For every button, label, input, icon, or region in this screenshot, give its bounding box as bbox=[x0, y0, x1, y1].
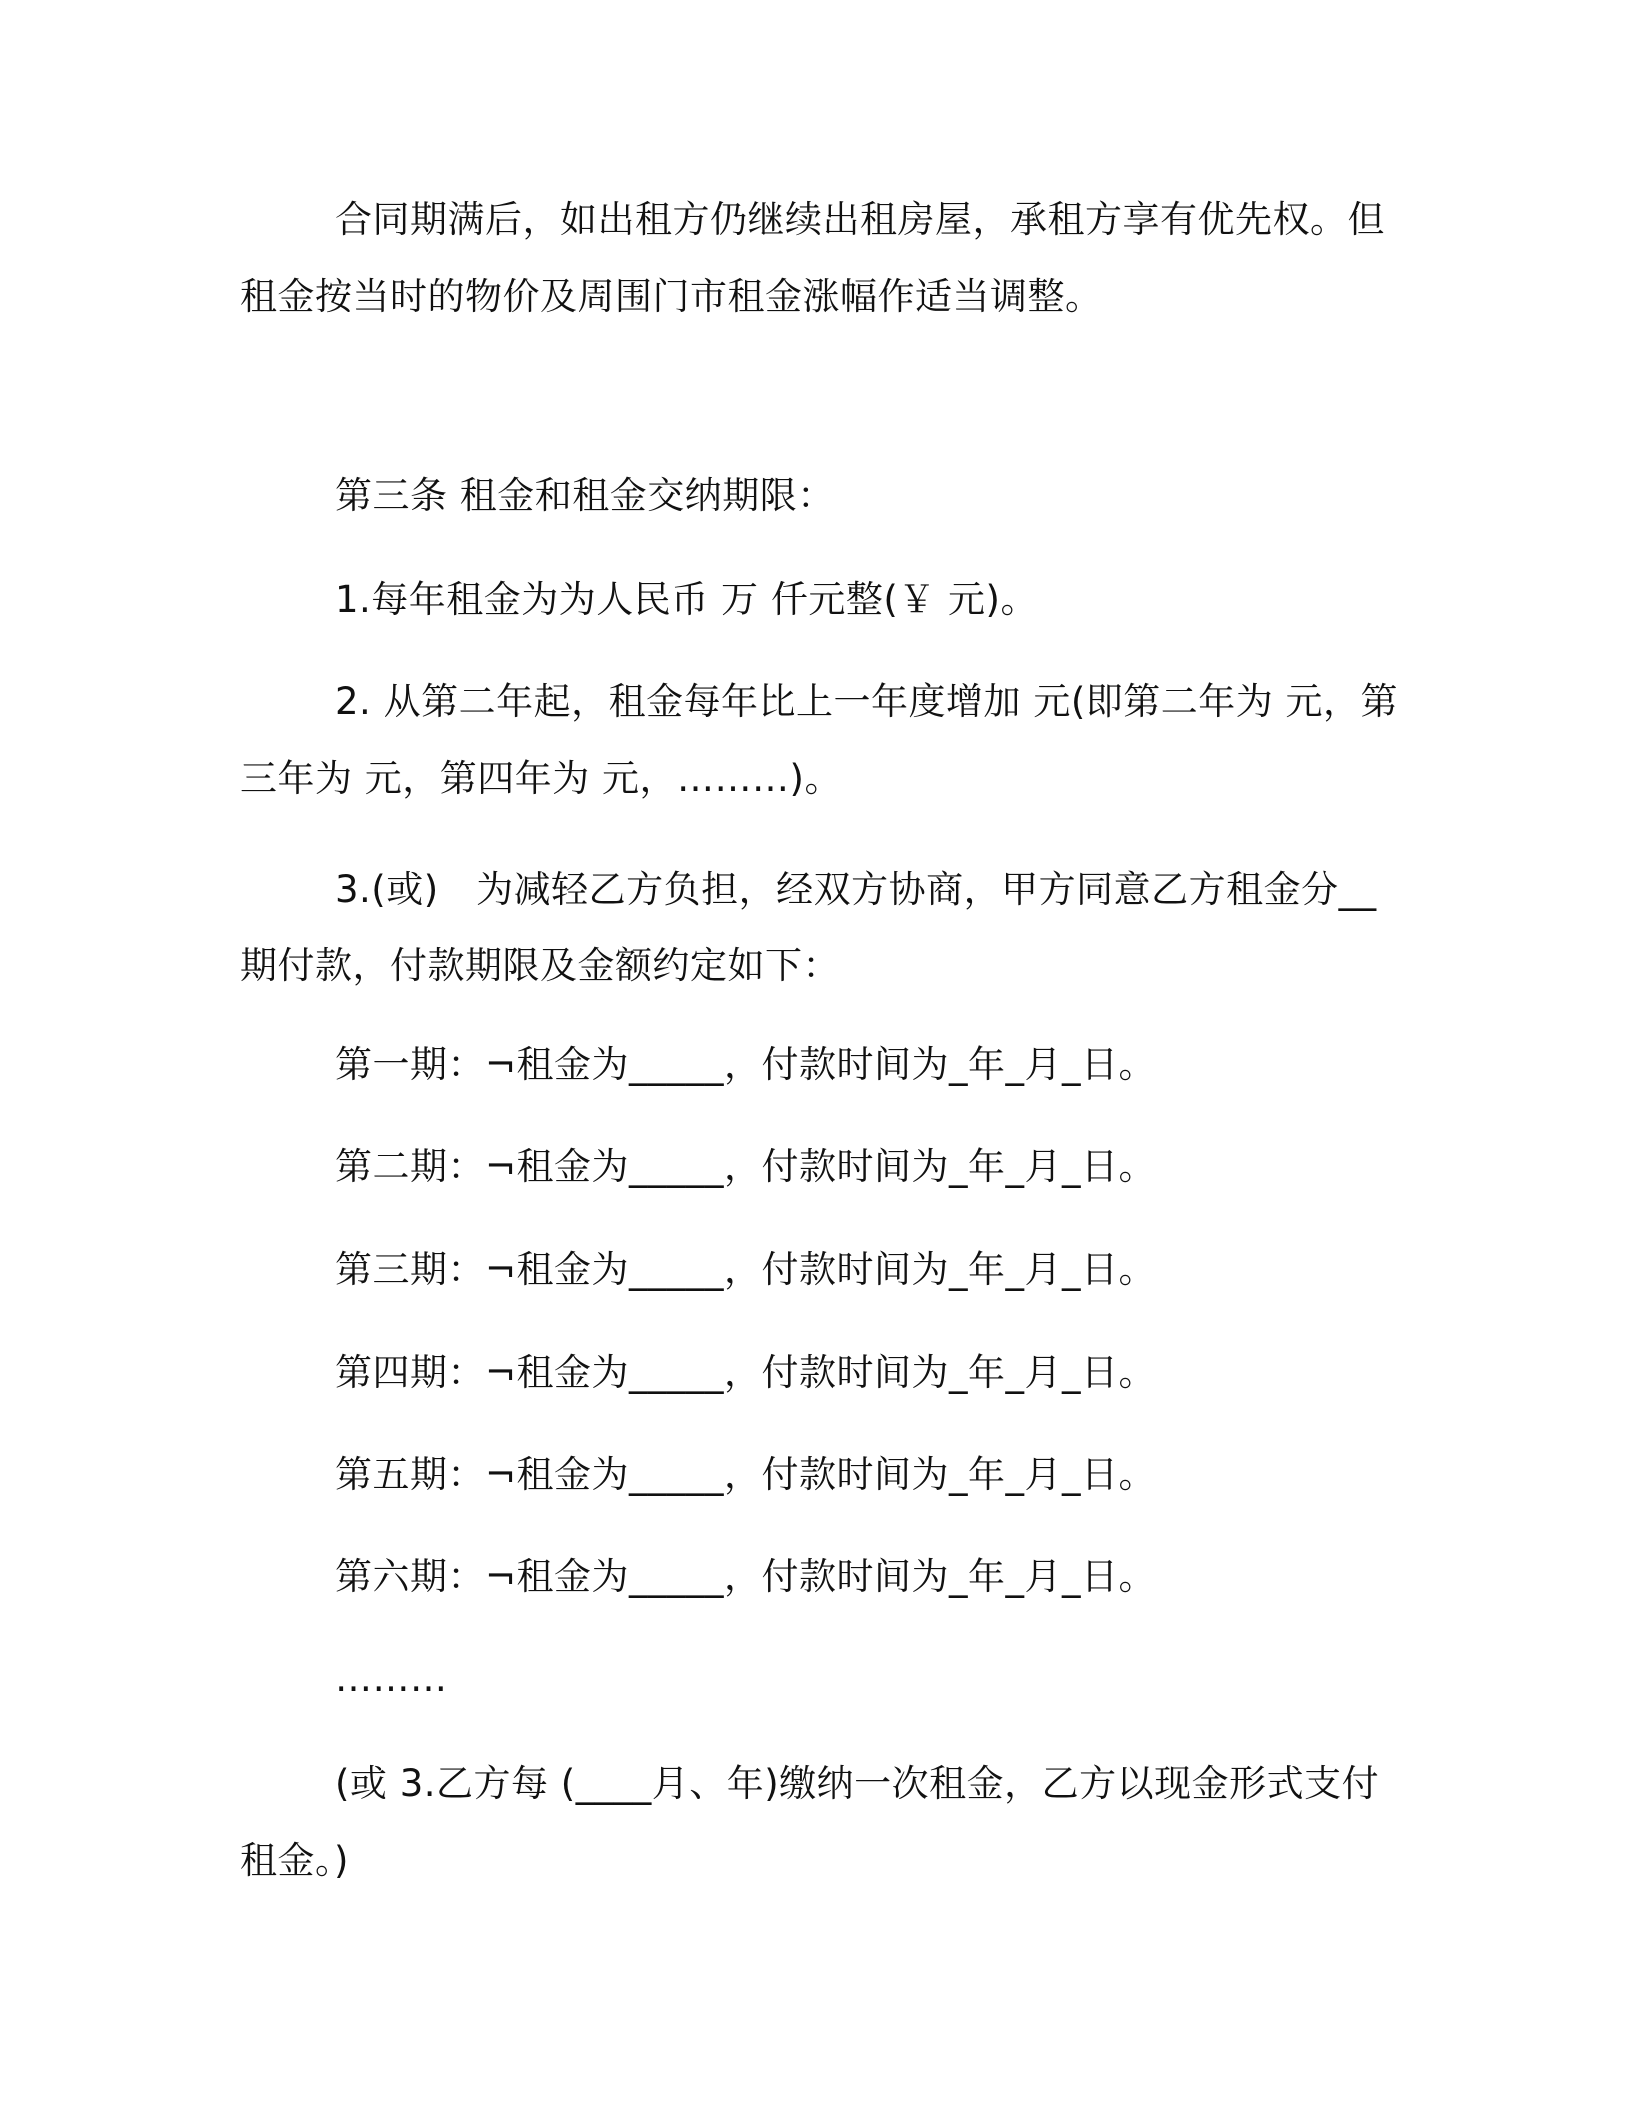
clause-1-line: 1.每年租金为为人民币 万 仟元整(￥ 元)。 bbox=[335, 578, 1038, 621]
installment-5: 第五期：¬租金为_____，付款时间为_年_月_日。 bbox=[335, 1453, 1157, 1496]
installment-3: 第三期：¬租金为_____，付款时间为_年_月_日。 bbox=[335, 1248, 1157, 1291]
clause-2-line-1: 2. 从第二年起，租金每年比上一年度增加 元(即第二年为 元，第 bbox=[335, 680, 1399, 723]
clause-3-line-2: 期付款，付款期限及金额约定如下： bbox=[240, 944, 840, 987]
installment-1: 第一期：¬租金为_____，付款时间为_年_月_日。 bbox=[335, 1043, 1157, 1086]
alternative-clause-line-2: 租金。) bbox=[240, 1839, 349, 1882]
alternative-clause-line-1: (或 3.乙方每 (____月、年)缴纳一次租金，乙方以现金形式支付 bbox=[335, 1762, 1380, 1805]
article-three-heading: 第三条 租金和租金交纳期限： bbox=[335, 474, 835, 517]
installment-2: 第二期：¬租金为_____，付款时间为_年_月_日。 bbox=[335, 1145, 1157, 1188]
clause-2-line-2: 三年为 元，第四年为 元，………)。 bbox=[240, 757, 842, 800]
paragraph-renewal-line-1: 合同期满后，如出租方仍继续出租房屋，承租方享有优先权。但 bbox=[335, 198, 1385, 241]
installment-6: 第六期：¬租金为_____，付款时间为_年_月_日。 bbox=[335, 1555, 1157, 1598]
installment-4: 第四期：¬租金为_____，付款时间为_年_月_日。 bbox=[335, 1351, 1157, 1394]
ellipsis-line: ……… bbox=[335, 1657, 448, 1700]
paragraph-renewal-line-2: 租金按当时的物价及周围门市租金涨幅作适当调整。 bbox=[240, 275, 1103, 318]
clause-3-line-1: 3.(或) 为减轻乙方负担，经双方协商，甲方同意乙方租金分__ bbox=[335, 868, 1377, 911]
